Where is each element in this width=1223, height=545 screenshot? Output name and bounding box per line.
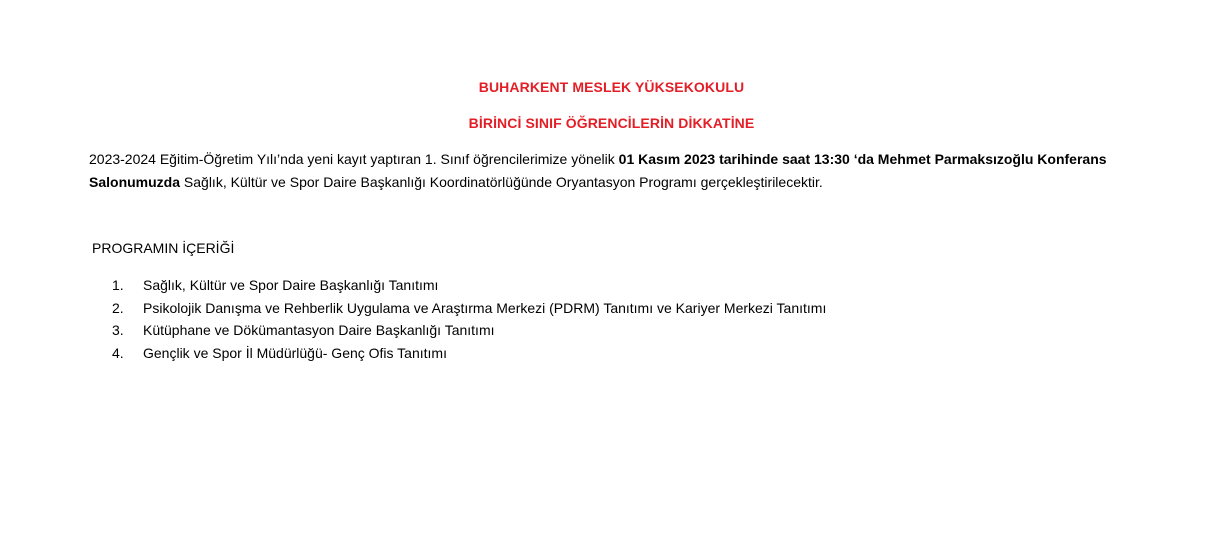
program-item-text: Gençlik ve Spor İl Müdürlüğü- Genç Ofis Tanıtımı: [143, 344, 447, 361]
program-item-text: Sağlık, Kültür ve Spor Daire Başkanlığı Tanıtımı: [143, 277, 439, 293]
program-list: [112, 274, 826, 364]
program-list-item: [112, 274, 826, 297]
program-item-number: 1.: [112, 277, 124, 293]
program-list-item: [112, 319, 826, 342]
program-item-number: 4.: [112, 344, 124, 361]
program-item-number: 2.: [112, 299, 124, 316]
program-heading: PROGRAMIN İÇERİĞİ: [92, 240, 235, 256]
announcement-intro: 2023-2024 Eğitim-Öğretim Yılı’nda yeni kayıt yaptıran 1. Sınıf öğrencilerimize yönelik: [89, 151, 619, 167]
announcement-date-time-venue: 01 Kasım 2023 tarihinde saat 13:30 ‘da Mehmet Parmaksızoğlu Konferans Salonumuzda: [89, 151, 1107, 190]
notice-title: BİRİNCİ SINIF ÖĞRENCİLERİN DİKKATİNE: [468, 115, 755, 131]
program-item-text: Psikolojik Danışma ve Rehberlik Uygulama ve Araştırma Merkezi (PDRM) Tanıtımı ve Kariyer Merkezi Tanıtımı: [143, 299, 827, 316]
program-list-item: [112, 297, 826, 320]
program-item-number: 3.: [112, 322, 124, 338]
announcement-outro: Sağlık, Kültür ve Spor Daire Başkanlığı Koordinatörlüğünde Oryantasyon Programı gerçekleştirilecektir.: [180, 174, 823, 190]
program-item-text: Kütüphane ve Dökümantasyon Daire Başkanlığı Tanıtımı: [143, 322, 495, 338]
program-list-item: [112, 342, 826, 365]
announcement-paragraph: [89, 148, 1149, 194]
school-name-title: BUHARKENT MESLEK YÜKSEKOKULU: [478, 79, 745, 95]
